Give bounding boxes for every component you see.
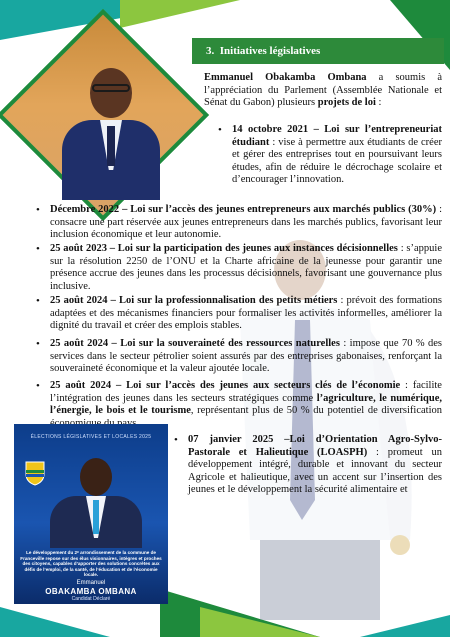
- portrait-head: [90, 68, 132, 118]
- law-text: : impose que 70 % des services dans le secteur pétrolier soient assurés par des entreprises gabonaises, renforçant la souveraineté économique et la valeur ajoutée locale.: [50, 338, 442, 375]
- poster-header: ÉLECTIONS LÉGISLATIVES ET LOCALES 2025: [30, 434, 152, 440]
- law-text: : prévoit des formations adaptées et des mécanismes financiers pour formaliser les activités informelles, améliorer la dignité du travail et créer des emplois stables.: [50, 295, 442, 332]
- law-title: Décembre 2022 – Loi sur l’accès des jeunes entrepreneurs aux marchés publics (30%): [50, 204, 437, 215]
- poster-candidate-head: [80, 458, 112, 496]
- portrait-tie: [107, 126, 115, 166]
- campaign-poster: [14, 424, 168, 604]
- law-item: [50, 243, 442, 293]
- intro-name: Emmanuel Obakamba Ombana: [204, 72, 367, 83]
- law-title: 25 août 2023 – Loi sur la participation des jeunes aux instances décisionnelles: [50, 243, 398, 254]
- poster-last-name: OBAKAMBA OMBANA: [45, 587, 137, 596]
- poster-role: Candidat Déclaré: [71, 596, 111, 602]
- intro-text-a: a soumis à l’appréciation du Parlement (Assemblée Nationale et Sénat du Gabon) plusieurs: [204, 72, 443, 109]
- poster-candidate-tie: [93, 500, 99, 534]
- decorative-bottom-left-triangle: [0, 607, 110, 637]
- law-title: 25 août 2024 – Loi sur la professionnalisation des petits métiers: [50, 295, 338, 306]
- law-title: 07 janvier 2025 –Loi d’Orientation Agro-Sylvo-Pastorale et Halieutique (LOASPH): [188, 434, 442, 458]
- law-bold-sectors: l’agriculture, le numérique, l’énergie, le bois et le tourisme: [50, 392, 442, 417]
- portrait-frame: [28, 40, 178, 190]
- law-text: : promeut un développement intégré, durable et innovant du secteur Agricole et halieutique, avec un accent sur l’insertion des jeunes et le développement la sécurité alimentaire et: [188, 446, 442, 496]
- law-text: : s’appuie sur la résolution 2250 de l’ONU et la Charte africaine de la jeunesse pour garantir une présence accrue des jeunes dans les processus décisionnels, favorisant une gouvernance plus inclusive.: [50, 243, 442, 292]
- law-text: : vise à permettre aux étudiants de créer et gérer des entreprises tout en poursuivant leurs études, afin de réduire le décrochage scolaire et d’encourager l’innovation.: [232, 136, 442, 186]
- coat-of-arms-icon: [24, 460, 46, 486]
- law-item: [50, 380, 442, 430]
- law-item: [188, 434, 442, 497]
- section-heading: [192, 38, 444, 64]
- portrait-glasses: [92, 84, 130, 92]
- poster-slogan: Le développement du 2ᵉ arrondissement de la commune de Franceville repose sur des élus visionnaires, intègres et proches des citoyens, capables d’apporter des solutions concrètes aux défis de l’emploi, de la santé, de l’éducation et de l’économie locale.: [20, 550, 162, 578]
- law-text-end: , représentant plus de 50 % du potentiel de diversification: [190, 405, 443, 417]
- intro-paragraph: [204, 72, 442, 110]
- section-number: 3.: [206, 45, 215, 57]
- law-text: : consacre une part réservée aux jeunes entrepreneurs dans les marchés publics, favorisant leur inclusion économique et leur autonomie.: [50, 204, 442, 241]
- intro-bold-laws: projets de loi: [317, 97, 376, 109]
- law-title: 14 octobre 2021 – Loi sur l’entrepreneuriat étudiant: [232, 124, 442, 148]
- law-item: [50, 338, 442, 376]
- law-item: [232, 124, 442, 187]
- law-item: [50, 295, 442, 333]
- law-item: [50, 204, 442, 242]
- law-text: : facilite l’intégration des jeunes dans les secteurs stratégiques comme: [50, 380, 442, 404]
- decorative-top-green-triangle: [120, 0, 240, 28]
- law-title: 25 août 2024 – Loi sur l’accès des jeunes aux secteurs clés de l’économie: [50, 380, 401, 391]
- intro-text-c: :: [375, 97, 382, 109]
- law-title: 25 août 2024 – Loi sur la souveraineté des ressources naturelles: [50, 338, 340, 349]
- poster-first-name: Emmanuel: [76, 580, 106, 586]
- section-title: Initiatives législatives: [219, 45, 321, 57]
